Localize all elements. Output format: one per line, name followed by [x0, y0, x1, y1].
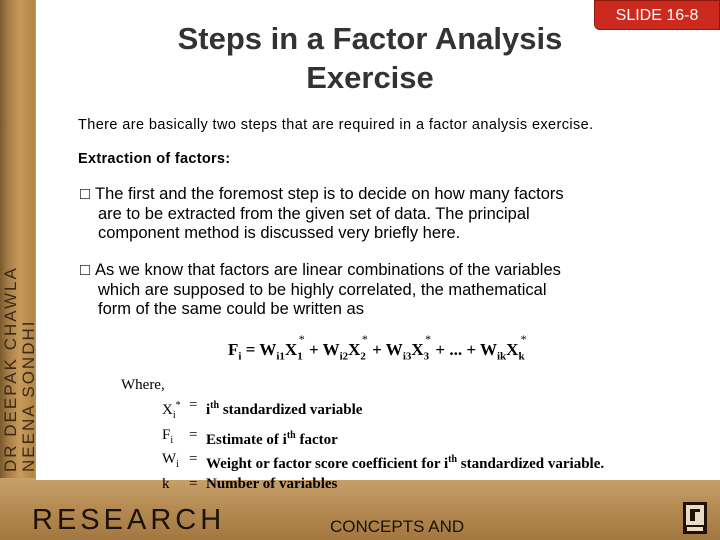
publisher-logo-icon: [683, 502, 707, 534]
title-line-1: Steps in a Factor Analysis: [177, 21, 563, 56]
bullet-item-2: [80, 261, 672, 320]
footer-concepts: CONCEPTS AND: [330, 517, 465, 536]
bullet-1-line-3: component method is discussed very briefly here.: [98, 224, 461, 242]
slide-number-badge: SLIDE 16-8: [594, 0, 720, 30]
author-line-1: DR DEEPAK CHAWLA: [1, 266, 20, 472]
checkbox-bullet-icon: □: [80, 261, 90, 279]
title-line-2: Exercise: [306, 59, 434, 95]
definition-row: $X_i^*$ = $i^{th}$ standardized variable: [162, 397, 363, 421]
definitions-list: [162, 396, 604, 494]
bullet-2-line-3: form of the same could be written as: [98, 300, 364, 318]
author-line-2: NEENA SONDHI: [19, 319, 38, 472]
bullet-2-line-2: which are supposed to be highly correlated, the mathematical: [98, 280, 547, 299]
factor-equation: $F_i = W_{i1}X_1^* + W_{i2}X_2^* + W_{i3}X_3^*$ + ... + $W_{ik}X_k^*$: [228, 332, 527, 363]
checkbox-bullet-icon: □: [80, 185, 90, 203]
where-label: Where,: [121, 377, 165, 393]
definition-row: $W_i$ = Weight or factor score coefficient for $i^{th}$ standardized variable.: [162, 451, 605, 472]
author-sidebar: [0, 0, 36, 480]
bullet-item-1: [80, 185, 672, 244]
definition-row: k = Number of variables: [162, 475, 338, 492]
bullet-1-line-1: The first and the foremost step is to decide on how many factors: [95, 185, 564, 203]
footer-research: RESEARCH: [32, 504, 226, 536]
bullet-2-line-1: As we know that factors are linear combinations of the variables: [95, 261, 561, 279]
section-subheading: Extraction of factors:: [78, 151, 231, 167]
intro-text: There are basically two steps that are required in a factor analysis exercise.: [78, 117, 594, 133]
slide-title: [120, 20, 620, 98]
definition-row: $F_i$ = Estimate of $i^{th}$ factor: [162, 426, 338, 448]
bullet-1-line-2: are to be extracted from the given set of data. The principal: [98, 204, 530, 223]
